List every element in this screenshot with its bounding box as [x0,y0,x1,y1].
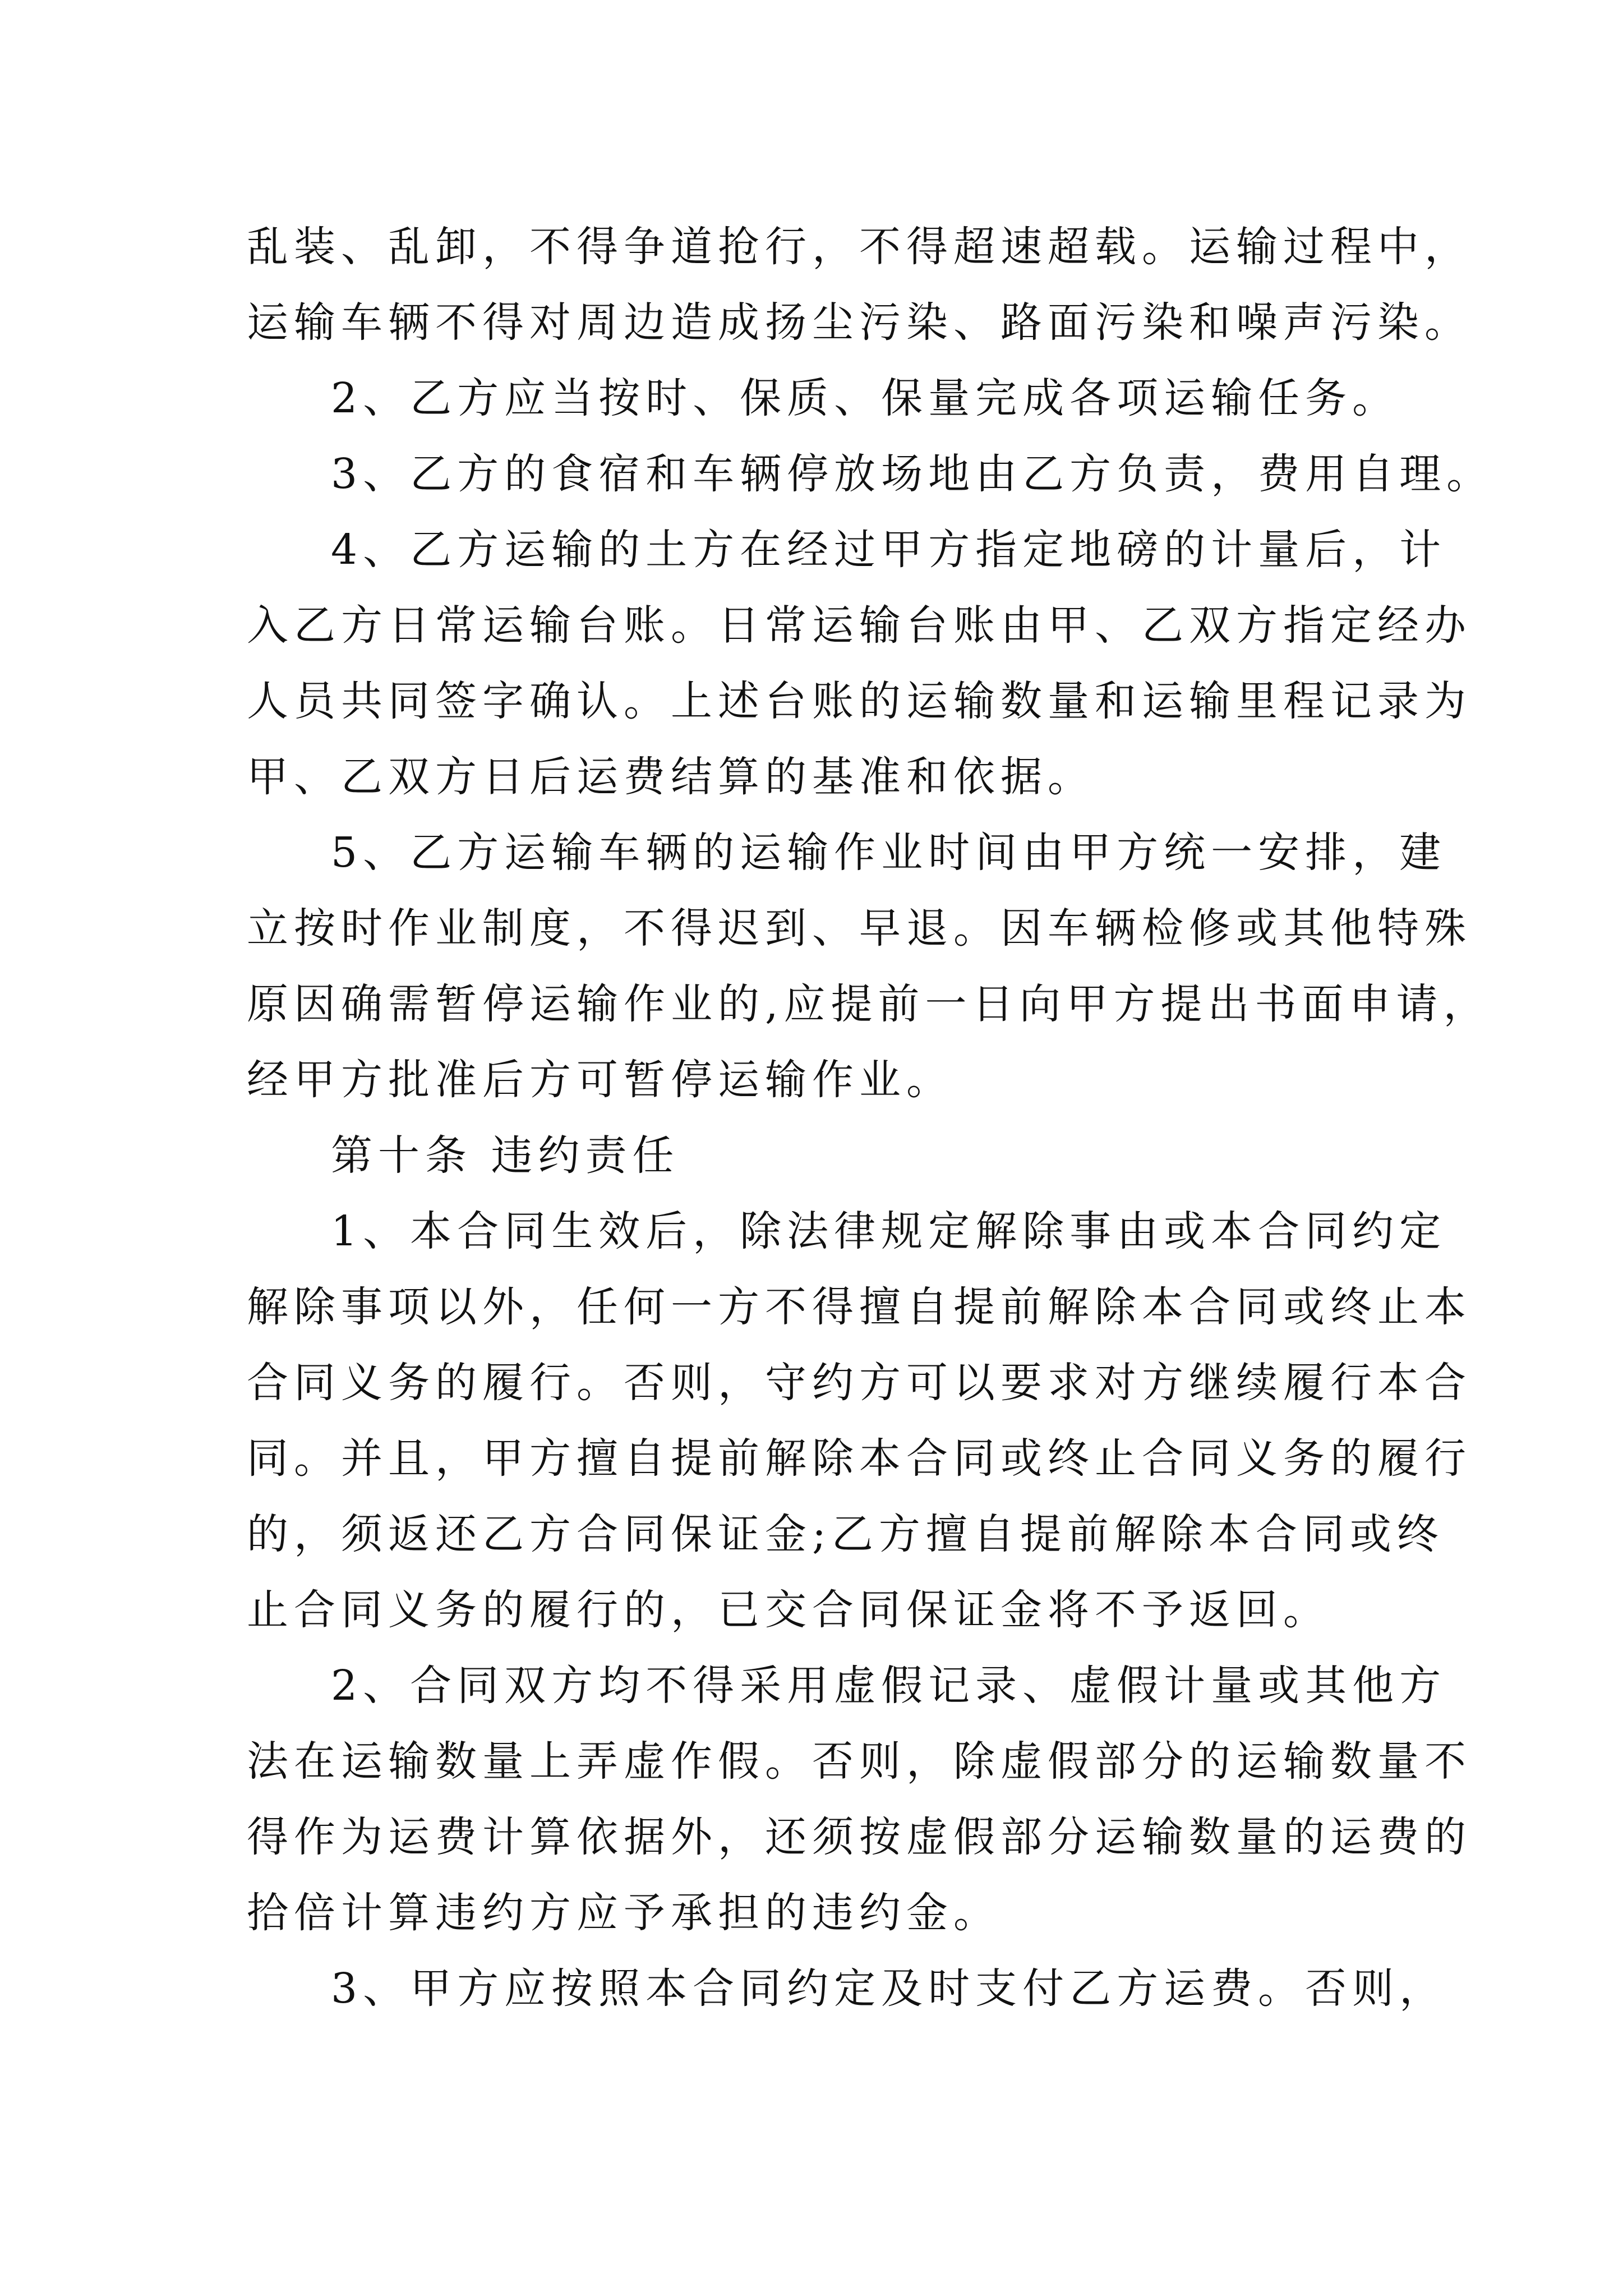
text-line: 经甲方批准后方可暂停运输作业。 [247,1056,953,1104]
text-line: 3、甲方应按照本合同约定及时支付乙方运费。否则， [331,1964,1447,2013]
text-line: 解除事项以外，任何一方不得擅自提前解除本合同或终止本 [247,1283,1472,1331]
text-line: 拾倍计算违约方应予承担的违约金。 [247,1889,1000,1937]
text-line: 乱装、乱卸，不得争道抢行，不得超速超载。运输过程中， [247,223,1472,271]
text-line: 法在运输数量上弄虚作假。否则，除虚假部分的运输数量不 [247,1737,1472,1786]
text-line: 得作为运费计算依据外，还须按虚假部分运输数量的运费的 [247,1813,1472,1861]
text-line: 甲、乙双方日后运费结算的基准和依据。 [247,753,1095,801]
text-line: 同。并且，甲方擅自提前解除本合同或终止合同义务的履行 [247,1434,1472,1483]
text-line: 5、乙方运输车辆的运输作业时间由甲方统一安排，建 [331,829,1447,877]
text-line: 2、乙方应当按时、保质、保量完成各项运输任务。 [331,374,1400,422]
text-line: 3、乙方的食宿和车辆停放场地由乙方负责，费用自理。 [331,450,1494,498]
text-line: 4、乙方运输的土方在经过甲方指定地磅的计量后，计 [331,526,1447,574]
text-line: 人员共同签字确认。上述台账的运输数量和运输里程记录为 [247,677,1472,725]
text-line: 运输车辆不得对周边造成扬尘污染、路面污染和噪声污染。 [247,298,1472,347]
text-line: 止合同义务的履行的，已交合同保证金将不予返回。 [247,1586,1330,1634]
text-line: 的，须返还乙方合同保证金;乙方擅自提前解除本合同或终 [247,1510,1444,1558]
text-line: 立按时作业制度，不得迟到、早退。因车辆检修或其他特殊 [247,904,1472,953]
text-line: 合同义务的履行。否则，守约方可以要求对方继续履行本合 [247,1359,1472,1407]
text-line: 入乙方日常运输台账。日常运输台账由甲、乙双方指定经办 [247,601,1472,650]
text-line: 1、本合同生效后，除法律规定解除事由或本合同约定 [331,1207,1447,1255]
section-heading: 第十条 违约责任 [331,1131,680,1180]
text-line: 原因确需暂停运输作业的,应提前一日向甲方提出书面申请， [247,980,1491,1028]
text-line: 2、合同双方均不得采用虚假记录、虚假计量或其他方 [331,1662,1447,1710]
